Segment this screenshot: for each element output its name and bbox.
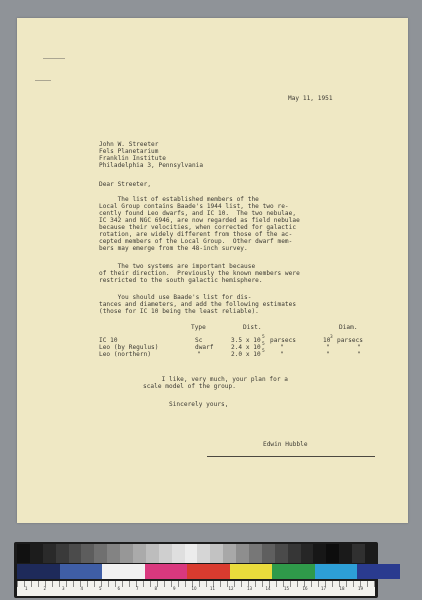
gray-swatch bbox=[288, 544, 301, 563]
color-swatch bbox=[230, 564, 273, 579]
color-swatch bbox=[315, 564, 358, 579]
text-line: rotation, are widely different from those of the ac- bbox=[99, 231, 293, 238]
text-line: scale model of the group. bbox=[143, 383, 236, 390]
gray-swatch bbox=[69, 544, 82, 563]
gray-swatch bbox=[146, 544, 159, 563]
gray-swatch bbox=[313, 544, 326, 563]
gray-swatch bbox=[56, 544, 69, 563]
ruler-number: 15 bbox=[284, 586, 290, 591]
ruler-number: 1 bbox=[25, 586, 28, 591]
color-swatch bbox=[102, 564, 145, 579]
gray-swatch bbox=[81, 544, 94, 563]
distance-unit: " bbox=[280, 344, 284, 351]
ruler-number: 5 bbox=[99, 586, 102, 591]
ruler-number: 16 bbox=[302, 586, 308, 591]
gray-swatch bbox=[339, 544, 352, 563]
gray-swatch bbox=[185, 544, 198, 563]
text-line: bers may emerge from the 48-inch survey. bbox=[99, 245, 248, 252]
gray-swatch bbox=[223, 544, 236, 563]
text-line: (those for IC 10 being the least reliable). bbox=[99, 308, 259, 315]
text-line: cepted members of the Local Group. Other dwarf mem- bbox=[99, 238, 293, 245]
gray-swatch bbox=[236, 544, 249, 563]
distance-value: 3.5 x 10 bbox=[231, 337, 261, 344]
diameter-value: " bbox=[326, 344, 330, 351]
color-patch-strip bbox=[17, 564, 400, 579]
distance-value: 2.0 x 10 bbox=[231, 351, 261, 358]
gray-swatch bbox=[94, 544, 107, 563]
recipient-line: Franklin Institute bbox=[99, 155, 166, 162]
gray-swatch bbox=[159, 544, 172, 563]
letter-date: May 11, 1951 bbox=[288, 95, 333, 102]
recipient-line: John W. Streeter bbox=[99, 141, 159, 148]
ruler-number: 19 bbox=[358, 586, 364, 591]
gray-swatch bbox=[301, 544, 314, 563]
distance-exponent: 5 bbox=[262, 335, 265, 340]
color-swatch bbox=[357, 564, 400, 579]
diameter-unit: parsecs bbox=[337, 337, 364, 344]
object-name: IC 10 bbox=[99, 337, 118, 344]
gray-swatch bbox=[43, 544, 56, 563]
text-line: The two systems are important because bbox=[99, 263, 256, 270]
color-swatch bbox=[272, 564, 315, 579]
ruler-number: 3 bbox=[62, 586, 65, 591]
ruler-number: 17 bbox=[321, 586, 327, 591]
color-swatch bbox=[60, 564, 103, 579]
pencil-mark bbox=[43, 58, 65, 59]
ruler-number: 13 bbox=[247, 586, 253, 591]
distance-value: 2.4 x 10 bbox=[231, 344, 261, 351]
gray-swatch bbox=[262, 544, 275, 563]
table-header-type: Type bbox=[191, 324, 206, 331]
pencil-mark bbox=[35, 80, 51, 81]
ruler-number: 7 bbox=[136, 586, 139, 591]
object-type: dwarf bbox=[195, 344, 214, 351]
signature-name: Edwin Hubble bbox=[263, 441, 308, 448]
color-swatch bbox=[187, 564, 230, 579]
text-line: of their direction. Previously the known members were bbox=[99, 270, 300, 277]
gray-swatch bbox=[249, 544, 262, 563]
measurement-ruler bbox=[17, 581, 375, 596]
signature-line bbox=[207, 456, 375, 457]
gray-swatch bbox=[275, 544, 288, 563]
ruler-number: 12 bbox=[228, 586, 234, 591]
text-line: because their velocities, when corrected for galactic bbox=[99, 224, 297, 231]
letter-page bbox=[17, 18, 408, 523]
diameter-unit: " bbox=[357, 344, 361, 351]
gray-swatch bbox=[17, 544, 30, 563]
diameter-value: " bbox=[326, 351, 330, 358]
ruler-number: 4 bbox=[80, 586, 84, 591]
gray-swatch bbox=[210, 544, 223, 563]
ruler-number: 11 bbox=[210, 586, 216, 591]
grayscale-strip bbox=[17, 544, 365, 563]
color-swatch bbox=[17, 564, 60, 579]
ruler-number: 9 bbox=[173, 586, 176, 591]
ruler-number: 6 bbox=[117, 586, 121, 591]
text-line: IC 342 and NGC 6946, are now regarded as field nebulae bbox=[99, 217, 300, 224]
text-line: cently found Leo dwarfs, and IC 10. The two nebulae, bbox=[99, 210, 297, 217]
object-name: Leo (northern) bbox=[99, 351, 152, 358]
color-swatch bbox=[145, 564, 188, 579]
recipient-line: Fels Planetarium bbox=[99, 148, 159, 155]
gray-swatch bbox=[352, 544, 365, 563]
text-line: The list of established members of the bbox=[99, 196, 259, 203]
table-header-dist: Dist. bbox=[243, 324, 262, 331]
distance-unit: " bbox=[280, 351, 284, 358]
object-type: Sc bbox=[195, 337, 203, 344]
gray-swatch bbox=[107, 544, 120, 563]
ruler-number: 18 bbox=[339, 586, 345, 591]
diameter-exponent: 3 bbox=[330, 335, 333, 340]
gray-swatch bbox=[197, 544, 210, 563]
distance-exponent: 5 bbox=[262, 349, 265, 354]
diameter-value: 10 bbox=[323, 337, 331, 344]
gray-swatch bbox=[30, 544, 43, 563]
object-name: Leo (by Regulus) bbox=[99, 344, 159, 351]
ruler-number: 10 bbox=[191, 586, 197, 591]
color-calibration-card bbox=[14, 542, 378, 598]
text-line: Local Group contains Baade's 1944 list, the two re- bbox=[99, 203, 289, 210]
text-line: restricted to the south galactic hemisphere. bbox=[99, 277, 263, 284]
gray-swatch bbox=[120, 544, 133, 563]
distance-unit: parsecs bbox=[270, 337, 297, 344]
gray-swatch bbox=[326, 544, 339, 563]
text-line: You should use Baade's list for dis- bbox=[99, 294, 252, 301]
object-type: " bbox=[197, 351, 201, 358]
gray-swatch bbox=[172, 544, 185, 563]
closing: Sincerely yours, bbox=[169, 401, 229, 408]
text-line: tances and diameters, and add the following estimates bbox=[99, 301, 297, 308]
text-line: I like, very much, your plan for a bbox=[143, 376, 289, 383]
diameter-unit: " bbox=[357, 351, 361, 358]
table-header-diam: Diam. bbox=[339, 324, 358, 331]
recipient-line: Philadelphia 3, Pennsylvania bbox=[99, 162, 204, 169]
distance-exponent: 5 bbox=[262, 342, 265, 347]
ruler-number: 8 bbox=[154, 586, 158, 591]
gray-swatch bbox=[133, 544, 146, 563]
salutation: Dear Streeter, bbox=[99, 181, 152, 188]
ruler-number: 2 bbox=[43, 586, 47, 591]
ruler-number: 14 bbox=[265, 586, 271, 591]
